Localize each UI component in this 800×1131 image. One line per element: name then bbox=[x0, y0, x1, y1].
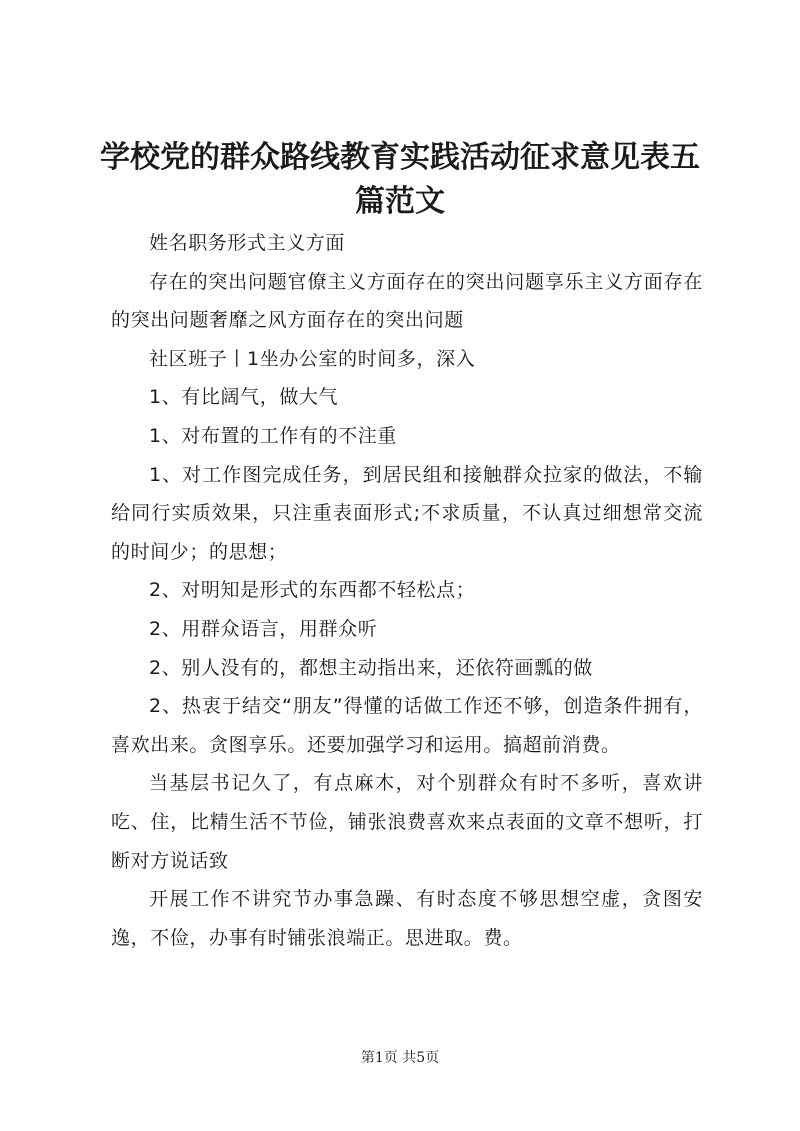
paragraph: 2、用群众语言，用群众听 bbox=[149, 617, 378, 640]
paragraph: 2、别人没有的，都想主动指出来，还依符画瓢的做 bbox=[149, 656, 593, 679]
paragraph: 1、对工作图完成任务，到居民组和接触群众拉家的做法，不输给同行实质效果，只注重表面形式;不求质量，不认真过细想常交流的时间少；的思想； bbox=[111, 463, 703, 563]
page-footer bbox=[0, 1048, 800, 1068]
document-title: 学校党的群众路线教育实践活动征求意见表五篇范文 bbox=[100, 140, 700, 219]
paragraph: 2、热衷于结交“朋友”得懂的话做工作还不够，创造条件拥有，喜欢出来。贪图享乐。还要加强学习和运用。搞超前消费。 bbox=[111, 695, 703, 756]
document-body bbox=[111, 224, 703, 957]
paragraph: 1、有比阔气，做大气 bbox=[149, 386, 339, 409]
paragraph: 社区班子丨1坐办公室的时间多，深入 bbox=[149, 347, 476, 370]
paragraph: 2、对明知是形式的东西都不轻松点； bbox=[149, 579, 476, 602]
paragraph: 1、对布置的工作有的不注重 bbox=[149, 424, 397, 447]
paragraph: 姓名职务形式主义方面 bbox=[149, 232, 346, 254]
paragraph: 存在的突出问题官僚主义方面存在的突出问题享乐主义方面存在的突出问题奢靡之风方面存在的突出问题 bbox=[111, 270, 703, 332]
paragraph: 开展工作不讲究节办事急躁、有时态度不够思想空虚，贪图安逸，不俭，办事有时铺张浪端正。思进取。费。 bbox=[111, 888, 703, 949]
page-number: 第1页 共5页 bbox=[360, 1050, 440, 1066]
paragraph: 当基层书记久了，有点麻木，对个别群众有时不多听，喜欢讲吃、住，比精生活不节俭，铺张浪费喜欢来点表面的文章不想听，打断对方说话致 bbox=[111, 772, 703, 872]
